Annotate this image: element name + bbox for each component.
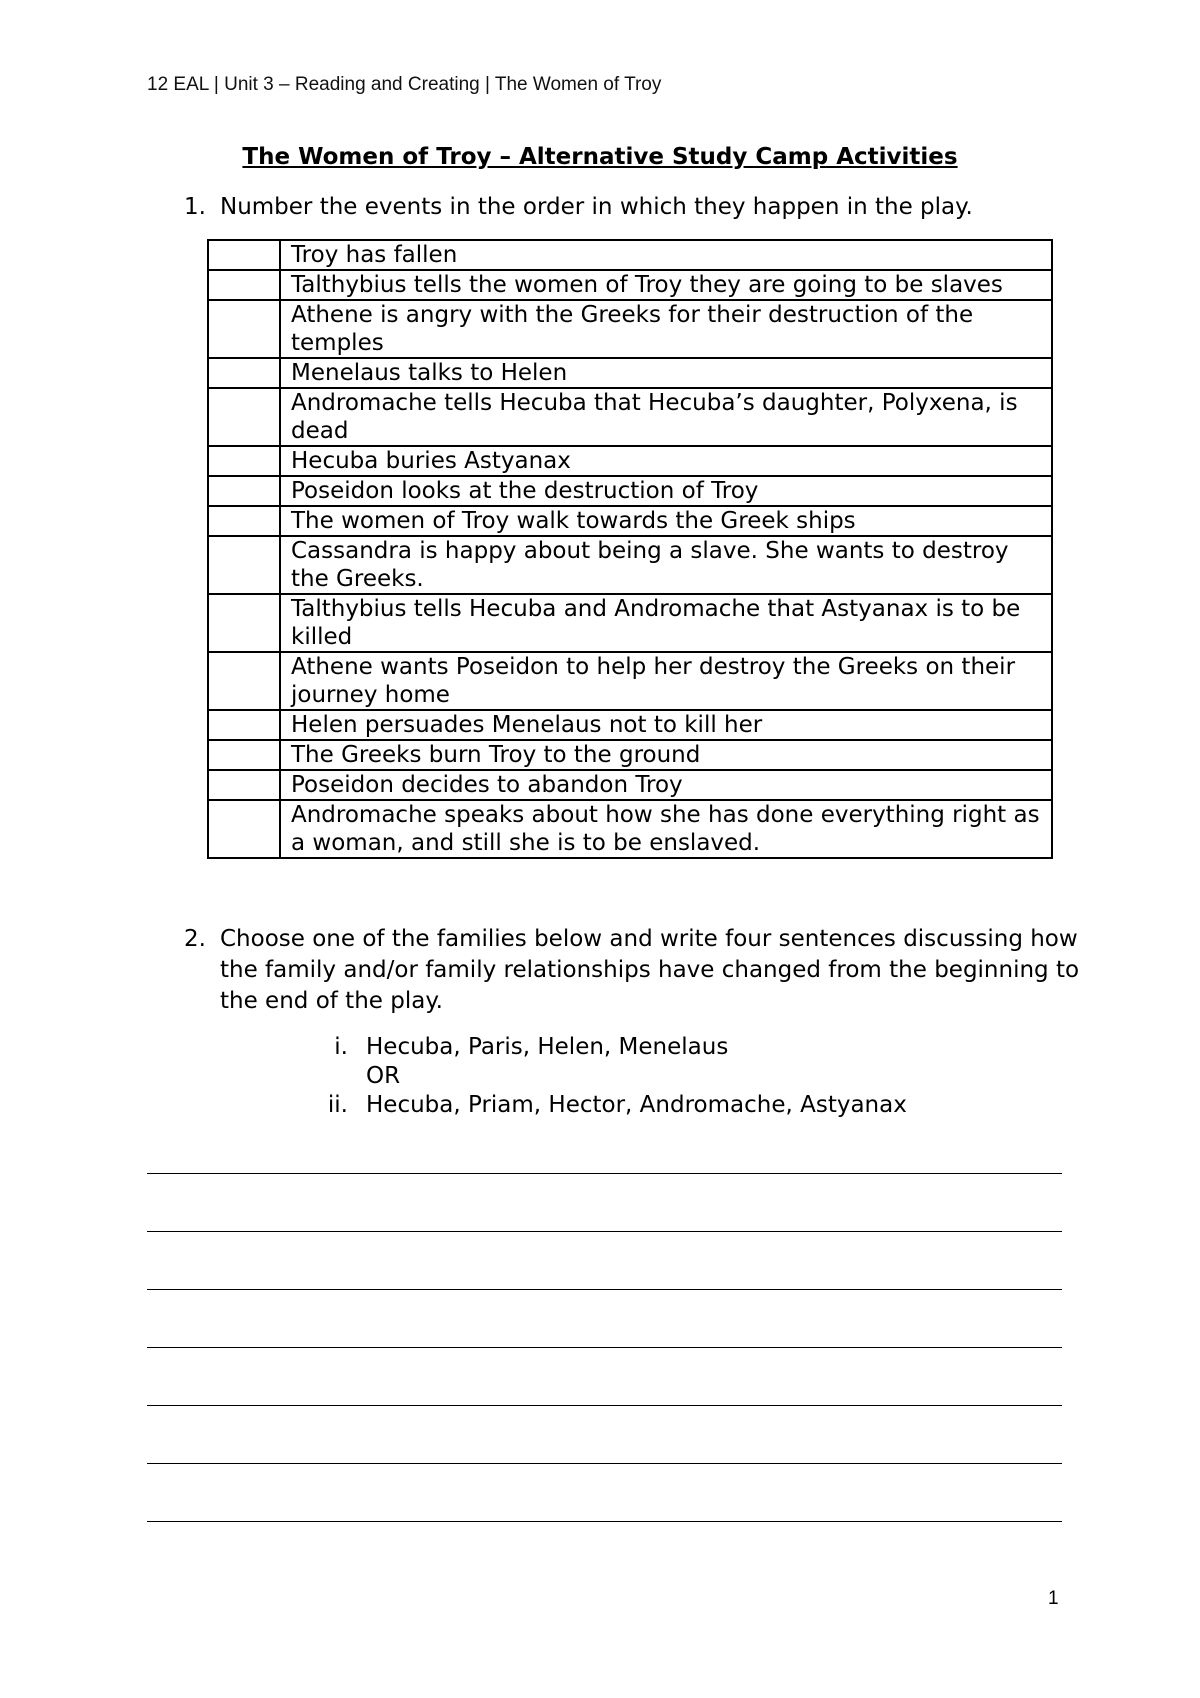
event-number-cell[interactable] (208, 710, 280, 740)
event-row (208, 770, 1052, 800)
page-number: 1 (1048, 1588, 1059, 1609)
event-text: Talthybius tells the women of Troy they are going to be slaves (280, 270, 1052, 300)
event-number-cell[interactable] (208, 388, 280, 446)
or-text: OR (366, 1063, 401, 1089)
question-1-number: 1. (184, 194, 206, 220)
event-row (208, 358, 1052, 388)
event-number-cell[interactable] (208, 358, 280, 388)
option-text: Hecuba, Priam, Hector, Andromache, Astyanax (366, 1092, 907, 1118)
page-header: 12 EAL | Unit 3 – Reading and Creating | The Women of Troy (147, 74, 662, 95)
event-text: Andromache speaks about how she has done everything right as a woman, and still she is to be enslaved. (280, 800, 1052, 858)
answer-line[interactable] (147, 1232, 1062, 1290)
event-row (208, 710, 1052, 740)
event-text: Troy has fallen (280, 240, 1052, 270)
event-row (208, 388, 1052, 446)
event-number-cell[interactable] (208, 270, 280, 300)
event-text: Hecuba buries Astyanax (280, 446, 1052, 476)
event-text: The Greeks burn Troy to the ground (280, 740, 1052, 770)
answer-line[interactable] (147, 1174, 1062, 1232)
page-title: The Women of Troy – Alternative Study Camp Activities (242, 144, 958, 170)
event-text: Poseidon decides to abandon Troy (280, 770, 1052, 800)
answer-line[interactable] (147, 1464, 1062, 1522)
event-row (208, 800, 1052, 858)
question-2-number: 2. (184, 926, 206, 952)
event-number-cell[interactable] (208, 800, 280, 858)
event-number-cell[interactable] (208, 536, 280, 594)
event-row (208, 446, 1052, 476)
answer-line[interactable] (147, 1406, 1062, 1464)
event-text: Cassandra is happy about being a slave. She wants to destroy the Greeks. (280, 536, 1052, 594)
event-row (208, 300, 1052, 358)
event-row (208, 740, 1052, 770)
event-text: Athene wants Poseidon to help her destroy the Greeks on their journey home (280, 652, 1052, 710)
answer-line[interactable] (147, 1290, 1062, 1348)
option-label: ii. (327, 1092, 348, 1118)
event-number-cell[interactable] (208, 300, 280, 358)
event-number-cell[interactable] (208, 240, 280, 270)
question-1-text: Number the events in the order in which they happen in the play. (220, 194, 973, 220)
event-text: Andromache tells Hecuba that Hecuba’s daughter, Polyxena, is dead (280, 388, 1052, 446)
event-number-cell[interactable] (208, 476, 280, 506)
event-text: The women of Troy walk towards the Greek ships (280, 506, 1052, 536)
event-text: Talthybius tells Hecuba and Andromache that Astyanax is to be killed (280, 594, 1052, 652)
event-number-cell[interactable] (208, 594, 280, 652)
event-number-cell[interactable] (208, 506, 280, 536)
event-row (208, 240, 1052, 270)
event-number-cell[interactable] (208, 446, 280, 476)
event-text: Athene is angry with the Greeks for their destruction of the temples (280, 300, 1052, 358)
event-text: Helen persuades Menelaus not to kill her (280, 710, 1052, 740)
event-row (208, 594, 1052, 652)
event-text: Menelaus talks to Helen (280, 358, 1052, 388)
option-label: i. (334, 1034, 348, 1060)
event-number-cell[interactable] (208, 652, 280, 710)
answer-lines[interactable] (147, 1173, 1062, 1522)
event-row (208, 536, 1052, 594)
event-text: Poseidon looks at the destruction of Troy (280, 476, 1052, 506)
event-number-cell[interactable] (208, 770, 280, 800)
option-text: Hecuba, Paris, Helen, Menelaus (366, 1034, 729, 1060)
event-row (208, 270, 1052, 300)
event-row (208, 476, 1052, 506)
event-row (208, 506, 1052, 536)
question-2-text: Choose one of the families below and write four sentences discussing how the family and/or family relationships have changed from the beginning to the end of the play. (220, 926, 1080, 1014)
events-table (207, 239, 1053, 859)
answer-line[interactable] (147, 1348, 1062, 1406)
event-number-cell[interactable] (208, 740, 280, 770)
event-row (208, 652, 1052, 710)
